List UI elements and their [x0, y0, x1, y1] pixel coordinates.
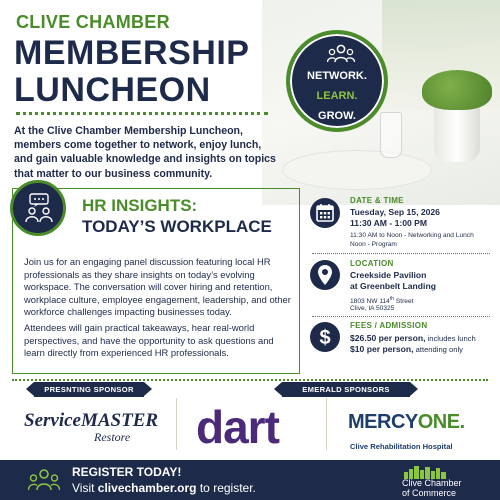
badge-learn: LEARN. [316, 90, 358, 102]
register-instructions [72, 481, 256, 495]
street-number: 1803 NW 114 [350, 298, 390, 306]
fees-heading: FEES / ADMISSION [350, 321, 428, 330]
chat-people-icon [24, 193, 54, 223]
plant-shape [422, 70, 492, 110]
register-footer [0, 460, 500, 500]
dart-logo: dart [196, 401, 279, 453]
date-time-heading: DATE & TIME [350, 196, 404, 205]
mercyone-subtitle: Clive Rehabilitation Hospital [350, 442, 453, 451]
presenting-sponsor-label: PRESNTING SPONSOR [34, 382, 144, 397]
label-arrow-left [26, 382, 34, 396]
people-group-icon [327, 44, 355, 64]
event-intro: At the Clive Chamber Membership Luncheon, members come together to network, enjoy lunch, and gain valuable knowledge and insights on topics that matter to our business community. [14, 125, 276, 180]
restore-wordmark: Restore [94, 430, 131, 444]
visit-prefix: Visit [72, 481, 98, 495]
schedule-detail-2: Noon - Program [350, 241, 397, 248]
event-title-line2: LUNCHEON [14, 71, 211, 109]
chamber-logo-line1: Clive Chamber [402, 478, 462, 488]
street-name: Street [394, 298, 414, 306]
plant-pot-shape [434, 104, 480, 162]
fee-member-price: $26.50 per person, [350, 333, 426, 343]
info-divider [312, 316, 490, 317]
svg-text:$: $ [319, 327, 331, 349]
location-heading: LOCATION [350, 259, 394, 268]
venue-name-line2: at Greenbelt Landing [350, 281, 436, 291]
venue-name-line1: Creekside Pavilion [350, 270, 427, 280]
register-today-heading: REGISTER TODAY! [72, 465, 182, 479]
street-suffix: th [389, 296, 395, 302]
hr-insights-paragraph-1: Join us for an engaging panel discussion featuring local HR professionals as they share insights on today’s evolving workspace. The conversation will cover hiring and retention, workplace culture, employee engagement, leadership, and other workforce challenges impacting businesses today. [24, 256, 291, 317]
label-arrow-right [144, 382, 152, 396]
label-arrow-right [410, 382, 418, 396]
register-link[interactable]: clivechamber.org [97, 481, 197, 495]
calendar-icon-badge [310, 198, 340, 228]
servicemaster-wordmark: ServiceMASTER [24, 410, 159, 431]
hr-insights-subtitle: TODAY’S WORKPLACE [82, 217, 272, 236]
fee-attend-price: $10 per person, [350, 344, 414, 354]
schedule-detail-1: 11:30 AM to Noon - Networking and Lunch [350, 232, 474, 239]
plate-shape [282, 150, 432, 190]
fee-member-note: includes lunch [425, 334, 476, 343]
chamber-logo [402, 479, 462, 498]
emerald-sponsors-label: EMERALD SPONSORS [282, 382, 410, 397]
badge-network: NETWORK. [307, 70, 367, 82]
event-time: 11:30 AM - 1:00 PM [350, 218, 428, 228]
mercyone-logo [348, 411, 465, 434]
event-date: Tuesday, Sep 15, 2026 [350, 207, 440, 217]
network-learn-grow-badge [286, 30, 388, 132]
hr-insights-badge [10, 180, 66, 236]
map-pin-icon [310, 260, 340, 290]
dollar-icon-badge [310, 322, 340, 352]
visit-suffix: to register. [196, 481, 256, 495]
fee-attend-only [350, 344, 463, 356]
badge-grow: GROW. [318, 110, 356, 122]
servicemaster-logo [24, 404, 159, 448]
calendar-icon [310, 198, 340, 228]
chamber-logo-line2: of Commerce [402, 487, 457, 498]
fee-attend-note: attending only [413, 345, 463, 354]
fee-member [350, 333, 476, 345]
dotted-divider [16, 112, 268, 115]
dollar-icon [310, 322, 340, 352]
info-divider [312, 253, 490, 254]
chamber-skyline-icon [402, 463, 472, 479]
sponsor-separator [326, 398, 327, 450]
event-kicker: CLIVE CHAMBER [16, 12, 170, 32]
map-pin-icon-badge [310, 260, 340, 290]
venue-city: Clive, IA 50325 [350, 305, 395, 312]
label-arrow-left [274, 382, 282, 396]
sponsor-divider [12, 379, 488, 381]
hr-insights-title: HR INSIGHTS: [82, 196, 198, 215]
people-group-icon [28, 469, 60, 491]
event-title-line1: MEMBERSHIP [14, 34, 250, 72]
hr-insights-paragraph-2: Attendees will gain practical takeaways, hear real-world perspectives, and have the opportunity to ask questions and learn directly from experienced HR professionals. [24, 322, 274, 358]
sponsor-separator [176, 398, 177, 450]
mercy-wordmark: MERCY [348, 411, 418, 433]
one-wordmark: ONE. [417, 411, 465, 433]
